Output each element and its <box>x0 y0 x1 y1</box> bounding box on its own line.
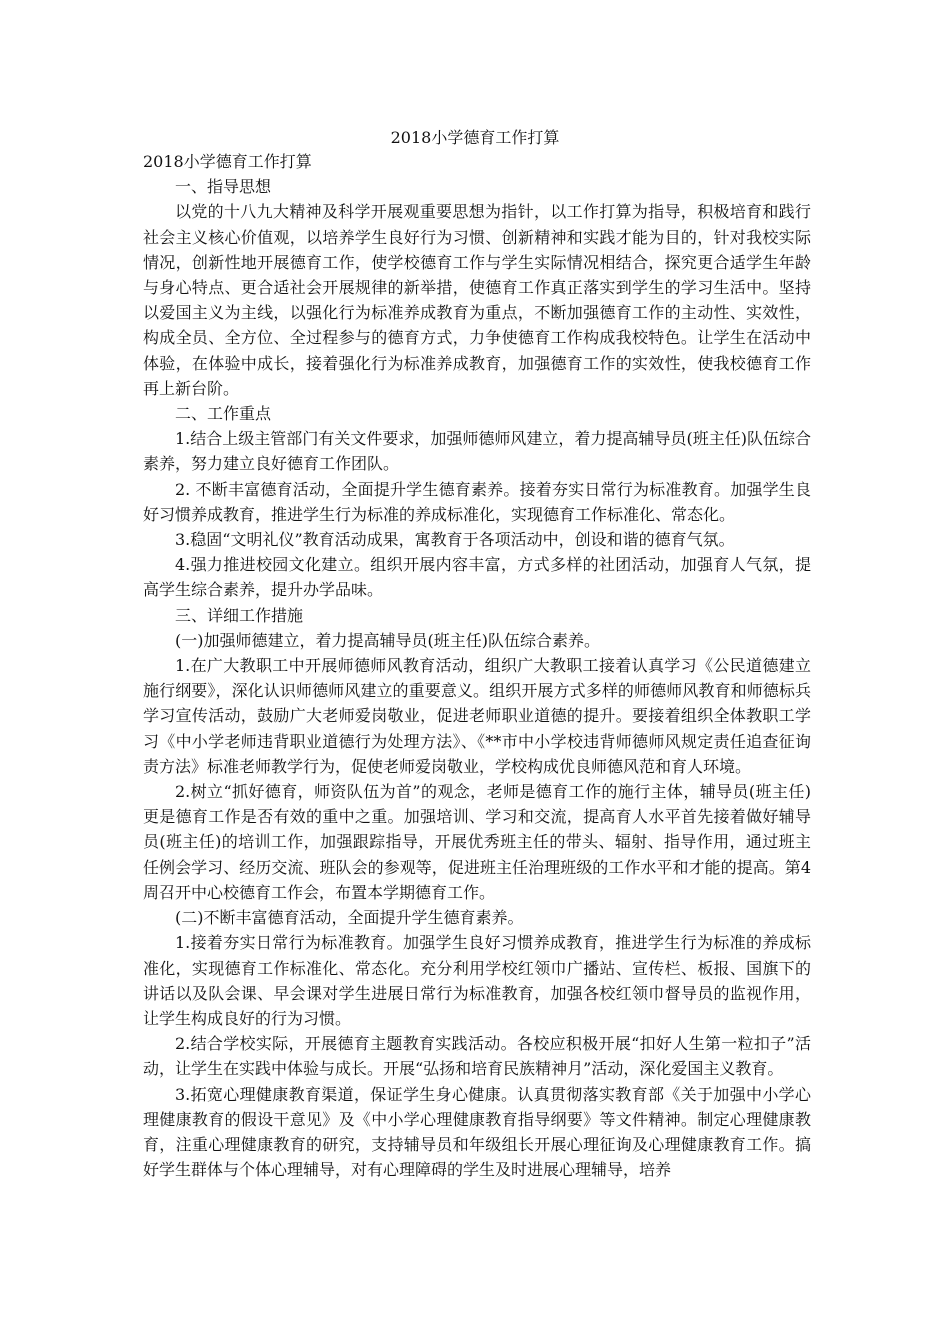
document-subtitle: 2018小学德育工作打算 <box>143 152 312 171</box>
paragraph: 1.结合上级主管部门有关文件要求，加强师德师风建立，着力提高辅导员(班主任)队伍综合素养，努力建立良好德育工作团队。 <box>143 429 811 474</box>
subsection-heading: (一)加强师德建立，着力提高辅导员(班主任)队伍综合素养。 <box>175 630 600 650</box>
section-heading-guiding-thought: 一、指导思想 <box>175 177 272 197</box>
paragraph: 2.树立“抓好德育，师资队伍为首”的观念，老师是德育工作的施行主体，辅导员(班主任)更是德育工作是否有效的重中之重。加强培训、学习和交流，提高育人水平首先接着做好辅导员(班主任)的培训工作，加强跟踪指导，开展优秀班主任的带头、辐射、指导作用，通过班主任例会学习、经历交流、班队会的参观等，促进班主任治理班级的工作水平和才能的提高。第4周召开中心校德育工作会，布置本学期德育工作。 <box>143 782 811 902</box>
document-title: 2018小学德育工作打算 <box>390 128 560 147</box>
paragraph: 2.结合学校实际，开展德育主题教育实践活动。各校应积极开展“扣好人生第一粒扣子”活动，让学生在实践中体验与成长。开展“弘扬和培育民族精神月”活动，深化爱国主义教育。 <box>143 1034 811 1079</box>
document-body <box>143 149 811 1182</box>
paragraph: 1.接着夯实日常行为标准教育。加强学生良好习惯养成教育，推进学生行为标准的养成标准化，实现德育工作标准化、常态化。充分利用学校红领巾广播站、宣传栏、板报、国旗下的讲话以及队会课、早会课对学生进展日常行为标准教育，加强各校红领巾督导员的监视作用，让学生构成良好的行为习惯。 <box>143 933 811 1028</box>
paragraph: 3.拓宽心理健康教育渠道，保证学生身心健康。认真贯彻落实教育部《关于加强中小学心理健康教育的假设干意见》及《中小学心理健康教育指导纲要》等文件精神。制定心理健康教育，注重心理健康教育的研究，支持辅导员和年级组长开展心理征询及心理健康教育工作。搞好学生群体与个体心理辅导，对有心理障碍的学生及时进展心理辅导，培养 <box>143 1084 811 1180</box>
paragraph: 以党的十八九大精神及科学开展观重要思想为指针，以工作打算为指导，积极培育和践行社会主义核心价值观，以培养学生良好行为习惯、创新精神和实践才能为目的，针对我校实际情况，创新性地开展德育工作，使学校德育工作与学生实际情况相结合，探究更合适学生年龄与身心特点、更合适社会开展规律的新举措，使德育工作真正落实到学生的学习生活中。坚持以爱国主义为主线，以强化行为标准养成教育为重点，不断加强德育工作的主动性、实效性，构成全员、全方位、全过程参与的德育方式，力争使德育工作构成我校特色。让学生在活动中体验，在体验中成长，接着强化行为标准养成教育，加强德育工作的实效性，使我校德育工作再上新台阶。 <box>143 202 811 398</box>
paragraph: 2. 不断丰富德育活动，全面提升学生德育素养。接着夯实日常行为标准教育。加强学生良好习惯养成教育，推进学生行为标准的养成标准化，实现德育工作标准化、常态化。 <box>143 479 811 524</box>
section-heading-measures: 三、详细工作措施 <box>175 605 304 625</box>
paragraph: 1.在广大教职工中开展师德师风教育活动，组织广大教职工接着认真学习《公民道德建立施行纲要》，深化认识师德师风建立的重要意义。组织开展方式多样的师德师风教育和师德标兵学习宣传活动，鼓励广大老师爱岗敬业，促进老师职业道德的提升。要接着组织全体教职工学习《中小学老师违背职业道德行为处理方法》、《**市中小学校违背师德师风规定责任追查征询责方法》标准老师教学行为，促使老师爱岗敬业，学校构成优良师德风范和育人环境。 <box>143 656 811 776</box>
subsection-heading: (二)不断丰富德育活动，全面提升学生德育素养。 <box>175 908 524 928</box>
paragraph: 3.稳固“文明礼仪”教育活动成果，寓教育于各项活动中，创设和谐的德育气氛。 <box>175 530 735 550</box>
section-heading-work-focus: 二、工作重点 <box>175 404 272 424</box>
paragraph: 4.强力推进校园文化建立。组织开展内容丰富，方式多样的社团活动，加强育人气氛，提高学生综合素养，提升办学品味。 <box>143 555 811 600</box>
